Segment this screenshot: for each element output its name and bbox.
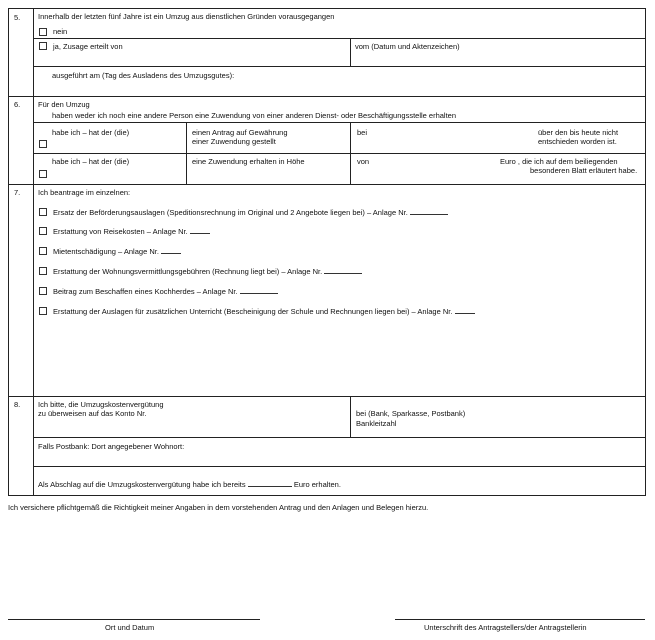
s6-row2-col-c: von [357,157,370,166]
s5-nein-checkbox[interactable] [39,28,47,36]
s7-item-3-text: Mietentschädigung – Anlage Nr. [53,247,181,256]
place-date-label: Ort und Datum [105,623,155,632]
s7-item-2-text: Erstattung von Reisekosten – Anlage Nr. [53,227,210,236]
s7-item-4-checkbox[interactable] [39,267,47,275]
signature-label: Unterschrift des Antragstellers/der Antragstellerin [424,623,587,632]
place-date-line[interactable] [8,619,260,620]
s7-item-6-text: Erstattung der Auslagen für zusätzlichen Unterricht (Bescheinigung der Schule und Rechnungen liegen bei) – Anlage Nr. [53,307,475,316]
s6-row2-col-d2: besonderen Blatt erläutert habe. [530,166,638,175]
section-5-number: 5. [14,13,21,22]
s6-line1-text: haben weder ich noch eine andere Person eine Zuwendung von einer anderen Dienst- oder Beschäftigungsstelle erhalten [52,111,457,120]
s7-item-3-checkbox[interactable] [39,247,47,255]
s7-item-6-checkbox[interactable] [39,307,47,315]
s8-abschlag-text: Als Abschlag auf die Umzugskostenvergütung habe ich bereits Euro erhalten. [38,480,341,489]
s7-item-1-checkbox[interactable] [39,208,47,216]
s6-line-b [33,153,645,154]
s8-line2: zu überweisen auf das Konto Nr. [38,409,147,418]
section-7-bottom [8,396,645,397]
s6-line-a [33,122,645,123]
s7-item-5-checkbox[interactable] [39,287,47,295]
frame-bottom [8,495,645,496]
s7-item-1-text: Ersatz der Beförderungsauslagen (Speditionsrechnung im Original und 2 Angebote liegen bei) – Anlage Nr. [53,208,448,217]
s5-line-b [33,66,645,67]
frame-left [8,8,9,496]
s6-row1-checkbox[interactable] [39,140,47,148]
s8-line-b [33,466,645,467]
s6-row1-col-a: habe ich – hat der (die) [52,128,130,137]
number-column-divider [33,8,34,496]
s7-item-6-anlage-field[interactable] [455,307,475,314]
s7-item-2-checkbox[interactable] [39,227,47,235]
s6-row1-col-b1: einen Antrag auf Gewährung [192,128,288,137]
s5-nein-label: nein [53,27,68,36]
s8-line1: Ich bitte, die Umzugskostenvergütung [38,400,164,409]
s5-col-divider [350,38,351,66]
s6-row2-col-a: habe ich – hat der (die) [52,157,130,166]
frame-top [8,8,645,9]
s6-row1-col-c: bei [357,128,368,137]
section-8-number: 8. [14,400,21,409]
s5-ja-label: ja, Zusage erteilt von [53,42,123,51]
s5-date-ref-label: vom (Datum und Aktenzeichen) [355,42,460,51]
s5-ja-checkbox[interactable] [39,42,47,50]
s6-row1-col-d2: entschieden worden ist. [538,137,617,146]
declaration-text: Ich versichere pflichtgemäß die Richtigkeit meiner Angaben in dem vorstehenden Antrag und den Anlagen und Belegen hierzu. [8,503,429,512]
s6-row2-col-d1: Euro , die ich auf dem beiliegenden [500,157,618,166]
s5-line-a [33,38,645,39]
s8-postbank-label: Falls Postbank: Dort angegebener Wohnort: [38,442,185,451]
s5-executed-label: ausgeführt am (Tag des Ausladens des Umzugsgutes): [52,71,235,80]
frame-right [645,8,646,496]
s6-row1-col-d1: über den bis heute nicht [538,128,619,137]
s8-line-a [33,437,645,438]
section-7-title: Ich beantrage im einzelnen: [38,188,131,197]
s8-col-divider [350,396,351,437]
section-6-title: Für den Umzug [38,100,90,109]
section-7-number: 7. [14,188,21,197]
s6-row2-checkbox[interactable] [39,170,47,178]
s6-row2-col-b: eine Zuwendung erhalten in Höhe [192,157,305,166]
s7-item-1-anlage-field[interactable] [410,208,448,215]
section-5-question: Innerhalb der letzten fünf Jahre ist ein Umzug aus dienstlichen Gründen vorausgegangen [38,12,335,21]
s7-item-3-anlage-field[interactable] [161,247,181,254]
s7-item-4-text: Erstattung der Wohnungsvermittlungsgebühren (Rechnung liegt bei) – Anlage Nr. [53,267,362,276]
s7-item-5-anlage-field[interactable] [240,287,278,294]
section-6-bottom [8,184,645,185]
section-6-number: 6. [14,100,21,109]
s6-row1-col-b2: einer Zuwendung gestellt [192,137,276,146]
s7-item-4-anlage-field[interactable] [324,267,362,274]
s7-item-2-anlage-field[interactable] [190,227,210,234]
section-5-bottom [8,96,645,97]
s8-abschlag-amount-field[interactable] [248,480,292,487]
signature-line[interactable] [395,619,645,620]
s8-blz-label: Bankleitzahl [356,419,397,428]
s7-item-5-text: Beitrag zum Beschaffen eines Kochherdes – Anlage Nr. [53,287,278,296]
s8-bank-label: bei (Bank, Sparkasse, Postbank) [356,409,466,418]
